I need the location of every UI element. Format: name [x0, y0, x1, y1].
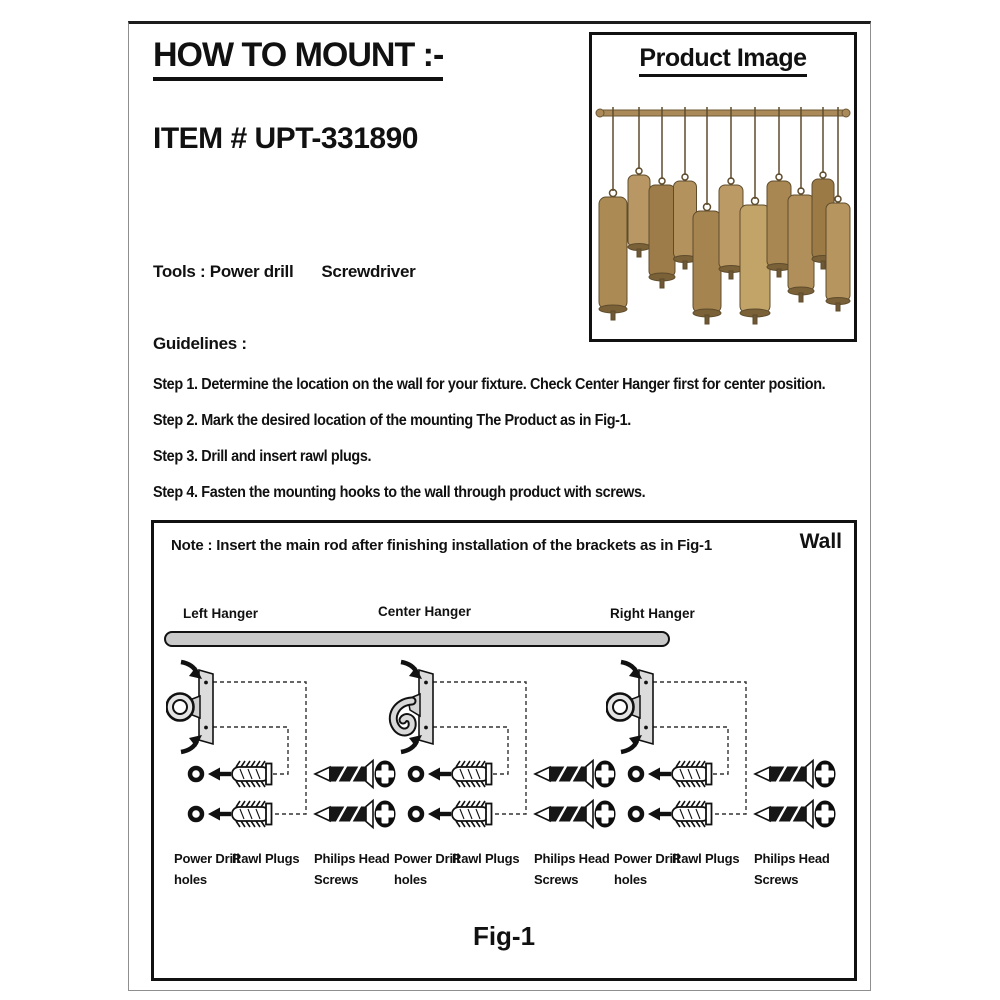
product-image-box: [589, 32, 857, 342]
philips-screws-label: Philips Head Screws: [534, 851, 610, 887]
wall-label: Wall: [799, 530, 842, 553]
hardware-labels-right: [606, 849, 838, 905]
tools-line: [153, 262, 415, 282]
hanger-label-left: Left Hanger: [183, 606, 259, 621]
step-2: Step 2. Mark the desired location of the mounting The Product as in Fig-1.: [153, 412, 631, 429]
hardware-labels-center: [386, 849, 618, 905]
rawl-plugs-label: Rawl Plugs: [452, 851, 520, 866]
item-number: ITEM # UPT-331890: [153, 122, 418, 155]
power-drill-holes-label: Power Drill holes: [394, 851, 460, 887]
philips-screws-label: Philips Head Screws: [754, 851, 830, 887]
step-4: Step 4. Fasten the mounting hooks to the wall through product with screws.: [153, 484, 646, 501]
figure-box: [151, 520, 857, 981]
step-3: Step 3. Drill and insert rawl plugs.: [153, 448, 372, 465]
instruction-sheet: [128, 21, 871, 991]
figure-note: Note : Insert the main rod after finishing installation of the brackets as in Fig-1: [171, 537, 712, 554]
tools-label: Tools : Power drill: [153, 262, 294, 281]
product-image-title: Product Image: [639, 44, 806, 77]
step-1: Step 1. Determine the location on the wall for your fixture. Check Center Hanger first for center position.: [153, 376, 826, 393]
hanger-group-center: [386, 657, 618, 835]
main-rod: [164, 631, 670, 647]
product-photo-bells: [595, 85, 851, 335]
hardware-labels-left: [166, 849, 398, 905]
bells-group: [599, 107, 850, 324]
hanger-group-left: [166, 657, 398, 835]
rawl-plugs-label: Rawl Plugs: [672, 851, 740, 866]
rawl-plugs-label: Rawl Plugs: [232, 851, 300, 866]
hanger-label-center: Center Hanger: [378, 604, 472, 619]
philips-screws-label: Philips Head Screws: [314, 851, 390, 887]
figure-caption: Fig-1: [472, 921, 536, 951]
page-title: HOW TO MOUNT :-: [153, 36, 443, 81]
power-drill-holes-label: Power Drill holes: [614, 851, 680, 887]
guidelines-steps: [153, 367, 825, 511]
guidelines-heading: Guidelines :: [153, 334, 247, 353]
tools-screwdriver: Screwdriver: [321, 262, 416, 281]
hanger-group-right: [606, 657, 838, 835]
hanger-label-right: Right Hanger: [610, 606, 695, 621]
power-drill-holes-label: Power Drill holes: [174, 851, 240, 887]
